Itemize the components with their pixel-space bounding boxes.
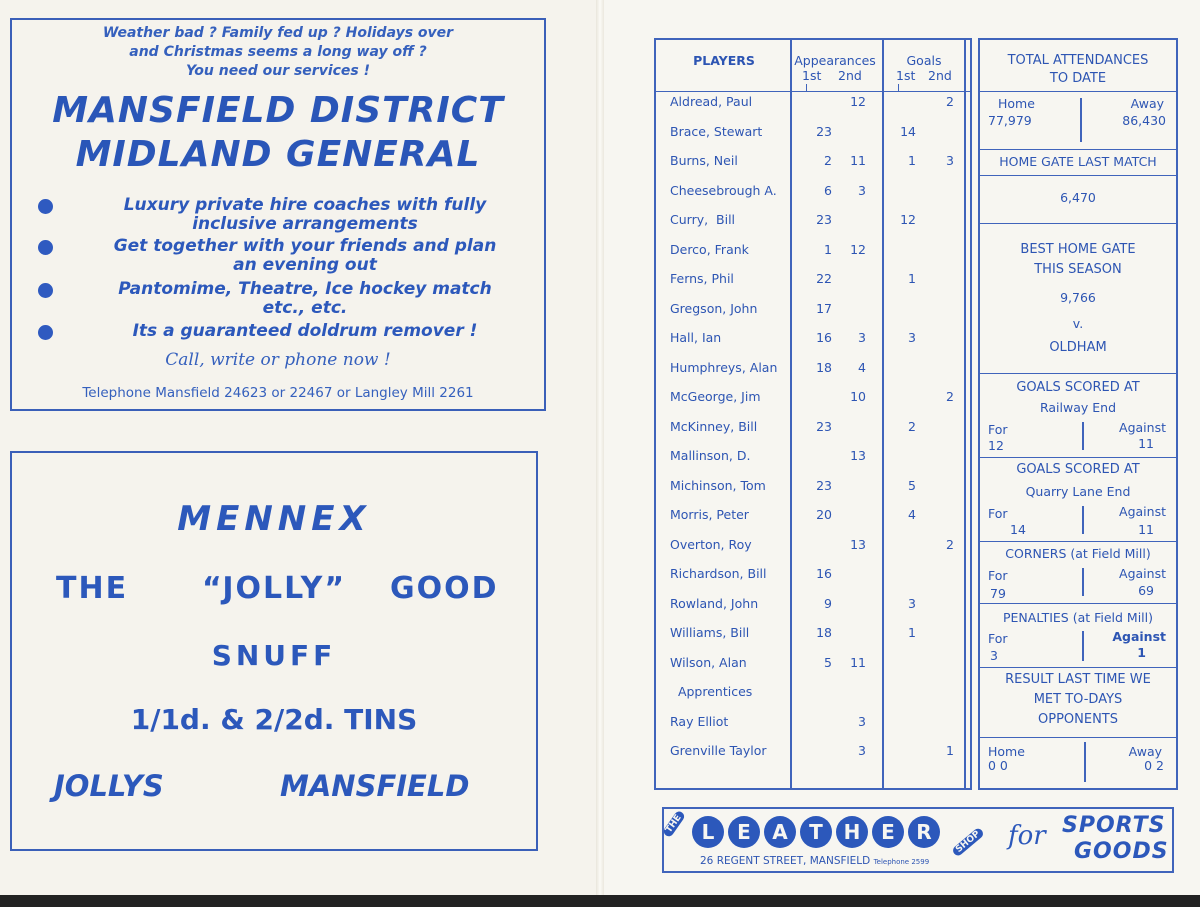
appearances-1st: 6	[824, 182, 832, 198]
table-row	[656, 301, 970, 331]
table-row	[656, 655, 970, 685]
logo-letter: R	[908, 816, 940, 848]
player-name: Grenville Taylor	[670, 743, 767, 758]
quarry-end-section	[980, 458, 1176, 542]
bullet-text	[70, 196, 540, 234]
logo-letter: H	[836, 816, 868, 848]
goals-1st: 4	[908, 507, 916, 522]
away-label: Away	[1130, 96, 1164, 111]
goals-2nd: 3	[946, 153, 954, 168]
best-gate-subtitle: THIS SEASON	[1034, 262, 1122, 277]
penalties-against-value: 1	[1137, 645, 1146, 660]
player-name: Humphreys, Alan	[670, 359, 778, 375]
slogan-word: GOOD	[390, 571, 499, 606]
railway-subtitle: Railway End	[1039, 400, 1117, 415]
appearances-1st: 1	[824, 241, 832, 257]
appearances-1st: 16	[816, 330, 832, 345]
quarry-subtitle: Quarry Lane End	[1025, 484, 1131, 499]
logo-letter: A	[764, 816, 796, 848]
address-text: 26 REGENT STREET, MANSFIELD	[700, 855, 871, 867]
appearances-1st: 17	[816, 300, 832, 316]
for-script: for	[1008, 821, 1046, 851]
for-label: For	[988, 631, 1008, 646]
table-row	[656, 478, 970, 508]
attendance-divider	[1080, 98, 1082, 142]
appearances-1st: 2	[824, 153, 832, 168]
table-row	[656, 743, 970, 773]
quarry-against-value: 11	[1138, 522, 1154, 537]
attendance-title: TOTAL ATTENDANCES	[1007, 53, 1149, 68]
appearances-1st-header: 1st	[802, 68, 822, 83]
away-label: Away	[1128, 744, 1162, 759]
best-gate-section	[980, 224, 1176, 374]
appearances-1st: 23	[816, 477, 832, 493]
for-label: For	[988, 422, 1008, 437]
table-row	[656, 389, 970, 419]
best-gate-opponent: OLDHAM	[1049, 340, 1107, 355]
result-away-score: 0 2	[1144, 758, 1164, 773]
player-name: Curry, Bill	[670, 212, 736, 227]
appearances-2nd: 3	[858, 743, 866, 758]
appearances-2nd: 13	[850, 536, 866, 552]
goals-1st: 3	[908, 330, 916, 345]
bullet-dot-icon	[38, 240, 53, 255]
goals-2nd: 2	[946, 536, 954, 552]
table-row	[656, 360, 970, 390]
goals-1st: 14	[900, 123, 916, 139]
attendance-subtitle: TO DATE	[1049, 71, 1107, 86]
player-name: Richardson, Bill	[670, 566, 767, 581]
attendance-title-section	[980, 40, 1176, 92]
player-name: Cheesebrough A.	[670, 182, 777, 198]
players-header: PLAYERS	[693, 53, 755, 68]
result-values	[980, 738, 1176, 788]
intro-line: Weather bad ? Family fed up ? Holidays over	[102, 25, 454, 41]
against-label: Against	[1119, 420, 1166, 435]
for-against-divider	[1082, 568, 1084, 596]
best-gate-title: BEST HOME GATE	[1020, 242, 1136, 257]
shop-address	[700, 855, 929, 867]
ad-title-line-1: MANSFIELD DISTRICT	[52, 90, 504, 131]
table-row	[656, 507, 970, 537]
home-label: Home	[988, 744, 1025, 759]
railway-title: GOALS SCORED AT	[1016, 380, 1140, 395]
appearances-2nd: 11	[850, 153, 866, 168]
appearances-1st: 5	[824, 654, 832, 670]
logo-letter: L	[692, 816, 724, 848]
quarry-for-value: 14	[1010, 522, 1026, 537]
bullet-line: Get together with your friends and plan	[113, 236, 497, 256]
bullet-line: etc., etc.	[262, 298, 348, 318]
player-name: Overton, Roy	[670, 536, 752, 552]
result-title-section	[980, 668, 1176, 738]
corners-against-value: 69	[1138, 583, 1154, 598]
player-name: Hall, Ian	[670, 330, 722, 345]
goals-2nd: 1	[946, 743, 954, 758]
goals-1st: 5	[908, 477, 916, 493]
intro-line: You need our services !	[185, 63, 371, 79]
last-gate-value: 6,470	[1060, 190, 1096, 205]
goals-2nd: 2	[946, 94, 954, 109]
left-page	[0, 0, 598, 895]
best-gate-vs: v.	[1072, 316, 1084, 331]
table-row	[656, 94, 970, 124]
player-name: Ferns, Phil	[670, 271, 734, 286]
header-divider	[806, 84, 807, 92]
logo-letter: E	[872, 816, 904, 848]
against-label: Against	[1119, 566, 1166, 581]
mansfield-district-ad	[10, 18, 546, 411]
player-name: Morris, Peter	[670, 507, 749, 522]
goals-1st-header: 1st	[896, 68, 916, 83]
appearances-2nd: 12	[850, 94, 866, 109]
page-fold	[596, 0, 604, 895]
player-name: Mallinson, D.	[670, 448, 751, 463]
table-row	[656, 419, 970, 449]
table-row	[656, 448, 970, 478]
railway-for-value: 12	[988, 438, 1004, 453]
home-label: Home	[998, 96, 1035, 111]
player-name: Michinson, Tom	[670, 477, 766, 493]
shop-badge: SHOP	[951, 827, 985, 858]
maker-word: JOLLYS	[54, 769, 164, 803]
player-name: McGeorge, Jim	[670, 389, 761, 404]
best-gate-value: 9,766	[1060, 290, 1096, 305]
player-name: McKinney, Bill	[670, 418, 758, 434]
goals-1st: 3	[908, 595, 916, 611]
corners-for-value: 79	[990, 586, 1006, 601]
logo-letter: E	[728, 816, 760, 848]
appearances-2nd-header: 2nd	[838, 68, 862, 83]
goals-1st: 2	[908, 418, 916, 434]
bullet-text	[70, 237, 540, 275]
bullet-line: Its a guaranteed doldrum remover !	[132, 321, 478, 341]
table-row	[656, 596, 970, 626]
goals-1st: 1	[908, 153, 916, 168]
appearances-1st: 18	[816, 359, 832, 375]
price-line: 1/1d. & 2/2d. TINS	[130, 703, 418, 736]
railway-end-section	[980, 374, 1176, 458]
last-gate-section	[980, 176, 1176, 224]
bullet-text	[70, 280, 540, 318]
table-row	[656, 212, 970, 242]
player-name: Gregson, John	[670, 300, 758, 316]
for-label: For	[988, 506, 1008, 521]
home-attendance: 77,979	[988, 113, 1032, 128]
table-row	[656, 124, 970, 154]
result-home-score: 0 0	[988, 758, 1008, 773]
bullet-line: inclusive arrangements	[192, 214, 418, 234]
table-row	[656, 330, 970, 360]
table-row	[656, 537, 970, 567]
table-row	[656, 242, 970, 272]
appearances-1st: 18	[816, 625, 832, 640]
appearances-1st: 20	[816, 507, 832, 522]
against-label: Against	[1112, 629, 1166, 644]
player-stats-table	[654, 38, 972, 790]
table-header	[656, 40, 970, 92]
last-gate-title: HOME GATE LAST MATCH	[999, 154, 1157, 169]
mennex-snuff-ad	[10, 451, 538, 851]
away-attendance: 86,430	[1122, 113, 1166, 128]
sports-text: SPORTS	[1062, 813, 1166, 838]
table-row	[656, 153, 970, 183]
table-row	[656, 566, 970, 596]
bullet-dot-icon	[38, 199, 53, 214]
bullet-line: Luxury private hire coaches with fully	[123, 195, 487, 215]
for-against-divider	[1082, 506, 1084, 534]
bullet-dot-icon	[38, 325, 53, 340]
leather-shop-ad	[662, 807, 1174, 873]
against-label: Against	[1119, 504, 1166, 519]
goals-header: Goals	[906, 53, 942, 68]
player-name: Brace, Stewart	[670, 123, 763, 139]
result-divider	[1084, 742, 1086, 782]
goals-1st: 1	[908, 271, 916, 286]
slogan-word: “JOLLY”	[202, 571, 347, 606]
ad-title-line-2: MIDLAND GENERAL	[75, 134, 481, 175]
goals-1st: 12	[900, 212, 916, 227]
player-name: Williams, Bill	[670, 625, 750, 640]
penalties-for-value: 3	[990, 648, 998, 663]
appearances-2nd: 4	[858, 359, 866, 375]
result-title: MET TO-DAYS	[1033, 692, 1123, 707]
maker-word: MANSFIELD	[280, 769, 470, 803]
player-name: Derco, Frank	[670, 241, 749, 257]
appearances-1st: 23	[816, 418, 832, 434]
bullet-dot-icon	[38, 283, 53, 298]
appearances-2nd: 11	[850, 654, 866, 670]
the-badge: THE	[662, 810, 686, 839]
quarry-title: GOALS SCORED AT	[1016, 462, 1140, 477]
logo-letter: T	[800, 816, 832, 848]
penalties-title: PENALTIES (at Field Mill)	[1002, 610, 1154, 625]
appearances-1st: 22	[816, 271, 832, 286]
player-name: Ray Elliot	[670, 713, 729, 729]
telephone-text: Telephone 2599	[873, 858, 930, 866]
appearances-1st: 9	[824, 595, 832, 611]
player-name: Aldread, Paul	[670, 94, 753, 109]
appearances-2nd: 3	[858, 713, 866, 729]
appearances-1st: 23	[816, 123, 832, 139]
appearances-1st: 16	[816, 566, 832, 581]
product-name: SNUFF	[211, 639, 337, 672]
result-title: RESULT LAST TIME WE	[1005, 672, 1151, 687]
appearances-2nd: 10	[850, 389, 866, 404]
penalties-section	[980, 604, 1176, 668]
for-against-divider	[1082, 631, 1084, 661]
for-against-divider	[1082, 422, 1084, 450]
appearances-2nd: 3	[858, 182, 866, 198]
corners-title: CORNERS (at Field Mill)	[1005, 546, 1151, 561]
brand-name: MENNEX	[177, 499, 371, 539]
player-name: Wilson, Alan	[670, 654, 747, 670]
appearances-2nd: 13	[850, 448, 866, 463]
corners-section	[980, 542, 1176, 604]
header-divider	[898, 84, 899, 92]
appearances-header: Appearances	[794, 53, 876, 68]
appearances-2nd: 3	[858, 330, 866, 345]
goals-1st: 1	[908, 625, 916, 640]
match-stats-panel	[978, 38, 1178, 790]
appearances-2nd: 12	[850, 241, 866, 257]
call-to-action: Call, write or phone now !	[165, 350, 391, 370]
table-row	[656, 684, 970, 714]
appearances-1st: 23	[816, 212, 832, 227]
bullet-line: an evening out	[233, 255, 377, 275]
goals-2nd-header: 2nd	[928, 68, 952, 83]
last-gate-title-section	[980, 150, 1176, 176]
slogan-word: THE	[56, 571, 129, 606]
goods-text: GOODS	[1074, 839, 1169, 864]
railway-against-value: 11	[1138, 436, 1154, 451]
player-name: Burns, Neil	[670, 153, 738, 168]
goals-2nd: 2	[946, 389, 954, 404]
player-name: Apprentices	[670, 684, 753, 699]
phone-numbers: Telephone Mansfield 24623 or 22467 or Langley Mill 2261	[82, 385, 474, 401]
ad-intro	[12, 24, 544, 81]
for-label: For	[988, 568, 1008, 583]
bullet-text	[70, 322, 540, 341]
intro-line: and Christmas seems a long way off ?	[129, 44, 427, 60]
table-row	[656, 183, 970, 213]
bullet-line: Pantomime, Theatre, Ice hockey match	[118, 279, 492, 299]
table-row	[656, 271, 970, 301]
result-title: OPPONENTS	[1038, 712, 1118, 727]
scan-edge	[0, 895, 1200, 907]
table-row	[656, 714, 970, 744]
attendance-values	[980, 92, 1176, 150]
table-row	[656, 625, 970, 655]
player-name: Rowland, John	[670, 595, 759, 611]
